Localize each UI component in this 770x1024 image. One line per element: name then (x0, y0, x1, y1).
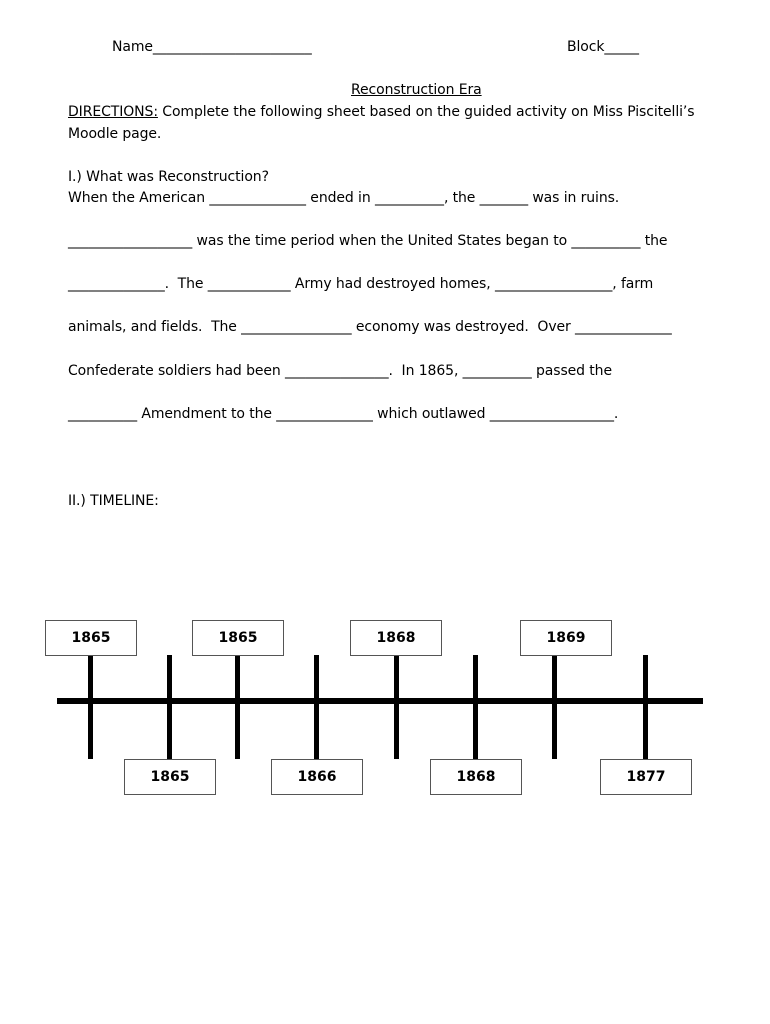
section2-heading: II.) TIMELINE: (68, 493, 159, 509)
timeline-box-bottom-2: 1866 (271, 759, 363, 795)
name-field-label: Name_______________________ (112, 39, 312, 55)
timeline-tick (88, 655, 93, 759)
block-field-label: Block_____ (567, 39, 639, 55)
timeline-tick (552, 655, 557, 759)
timeline-box-bottom-3: 1868 (430, 759, 522, 795)
fill-in-line-4: animals, and fields. The ________________ economy was destroyed. Over ______________ (68, 319, 672, 335)
timeline-axis (57, 698, 703, 704)
timeline-box-top-4: 1869 (520, 620, 612, 656)
directions-label: DIRECTIONS: (68, 104, 158, 120)
timeline-tick (167, 655, 172, 759)
directions-text: Complete the following sheet based on the guided activity on Miss Piscitelli’s (157, 104, 695, 120)
timeline-box-bottom-1: 1865 (124, 759, 216, 795)
timeline-box-top-2: 1865 (192, 620, 284, 656)
fill-in-line-3: ______________. The ____________ Army had destroyed homes, _________________, farm (68, 276, 654, 292)
directions-line (68, 102, 694, 122)
page-title: Reconstruction Era (351, 82, 482, 98)
timeline-tick (235, 655, 240, 759)
timeline-box-top-1: 1865 (45, 620, 137, 656)
fill-in-line-5: Confederate soldiers had been _______________. In 1865, __________ passed the (68, 363, 612, 379)
fill-in-line-6: __________ Amendment to the ______________ which outlawed __________________. (68, 406, 619, 422)
section1-heading: I.) What was Reconstruction? (68, 169, 269, 185)
timeline-box-bottom-4: 1877 (600, 759, 692, 795)
fill-in-line-2: __________________ was the time period when the United States began to __________ the (68, 233, 668, 249)
fill-in-line-1: When the American ______________ ended in __________, the _______ was in ruins. (68, 190, 620, 206)
timeline-tick (314, 655, 319, 759)
directions-text-continued: Moodle page. (68, 126, 162, 142)
timeline-box-top-3: 1868 (350, 620, 442, 656)
timeline-tick (643, 655, 648, 759)
timeline-tick (394, 655, 399, 759)
timeline-tick (473, 655, 478, 759)
timeline (0, 600, 770, 820)
